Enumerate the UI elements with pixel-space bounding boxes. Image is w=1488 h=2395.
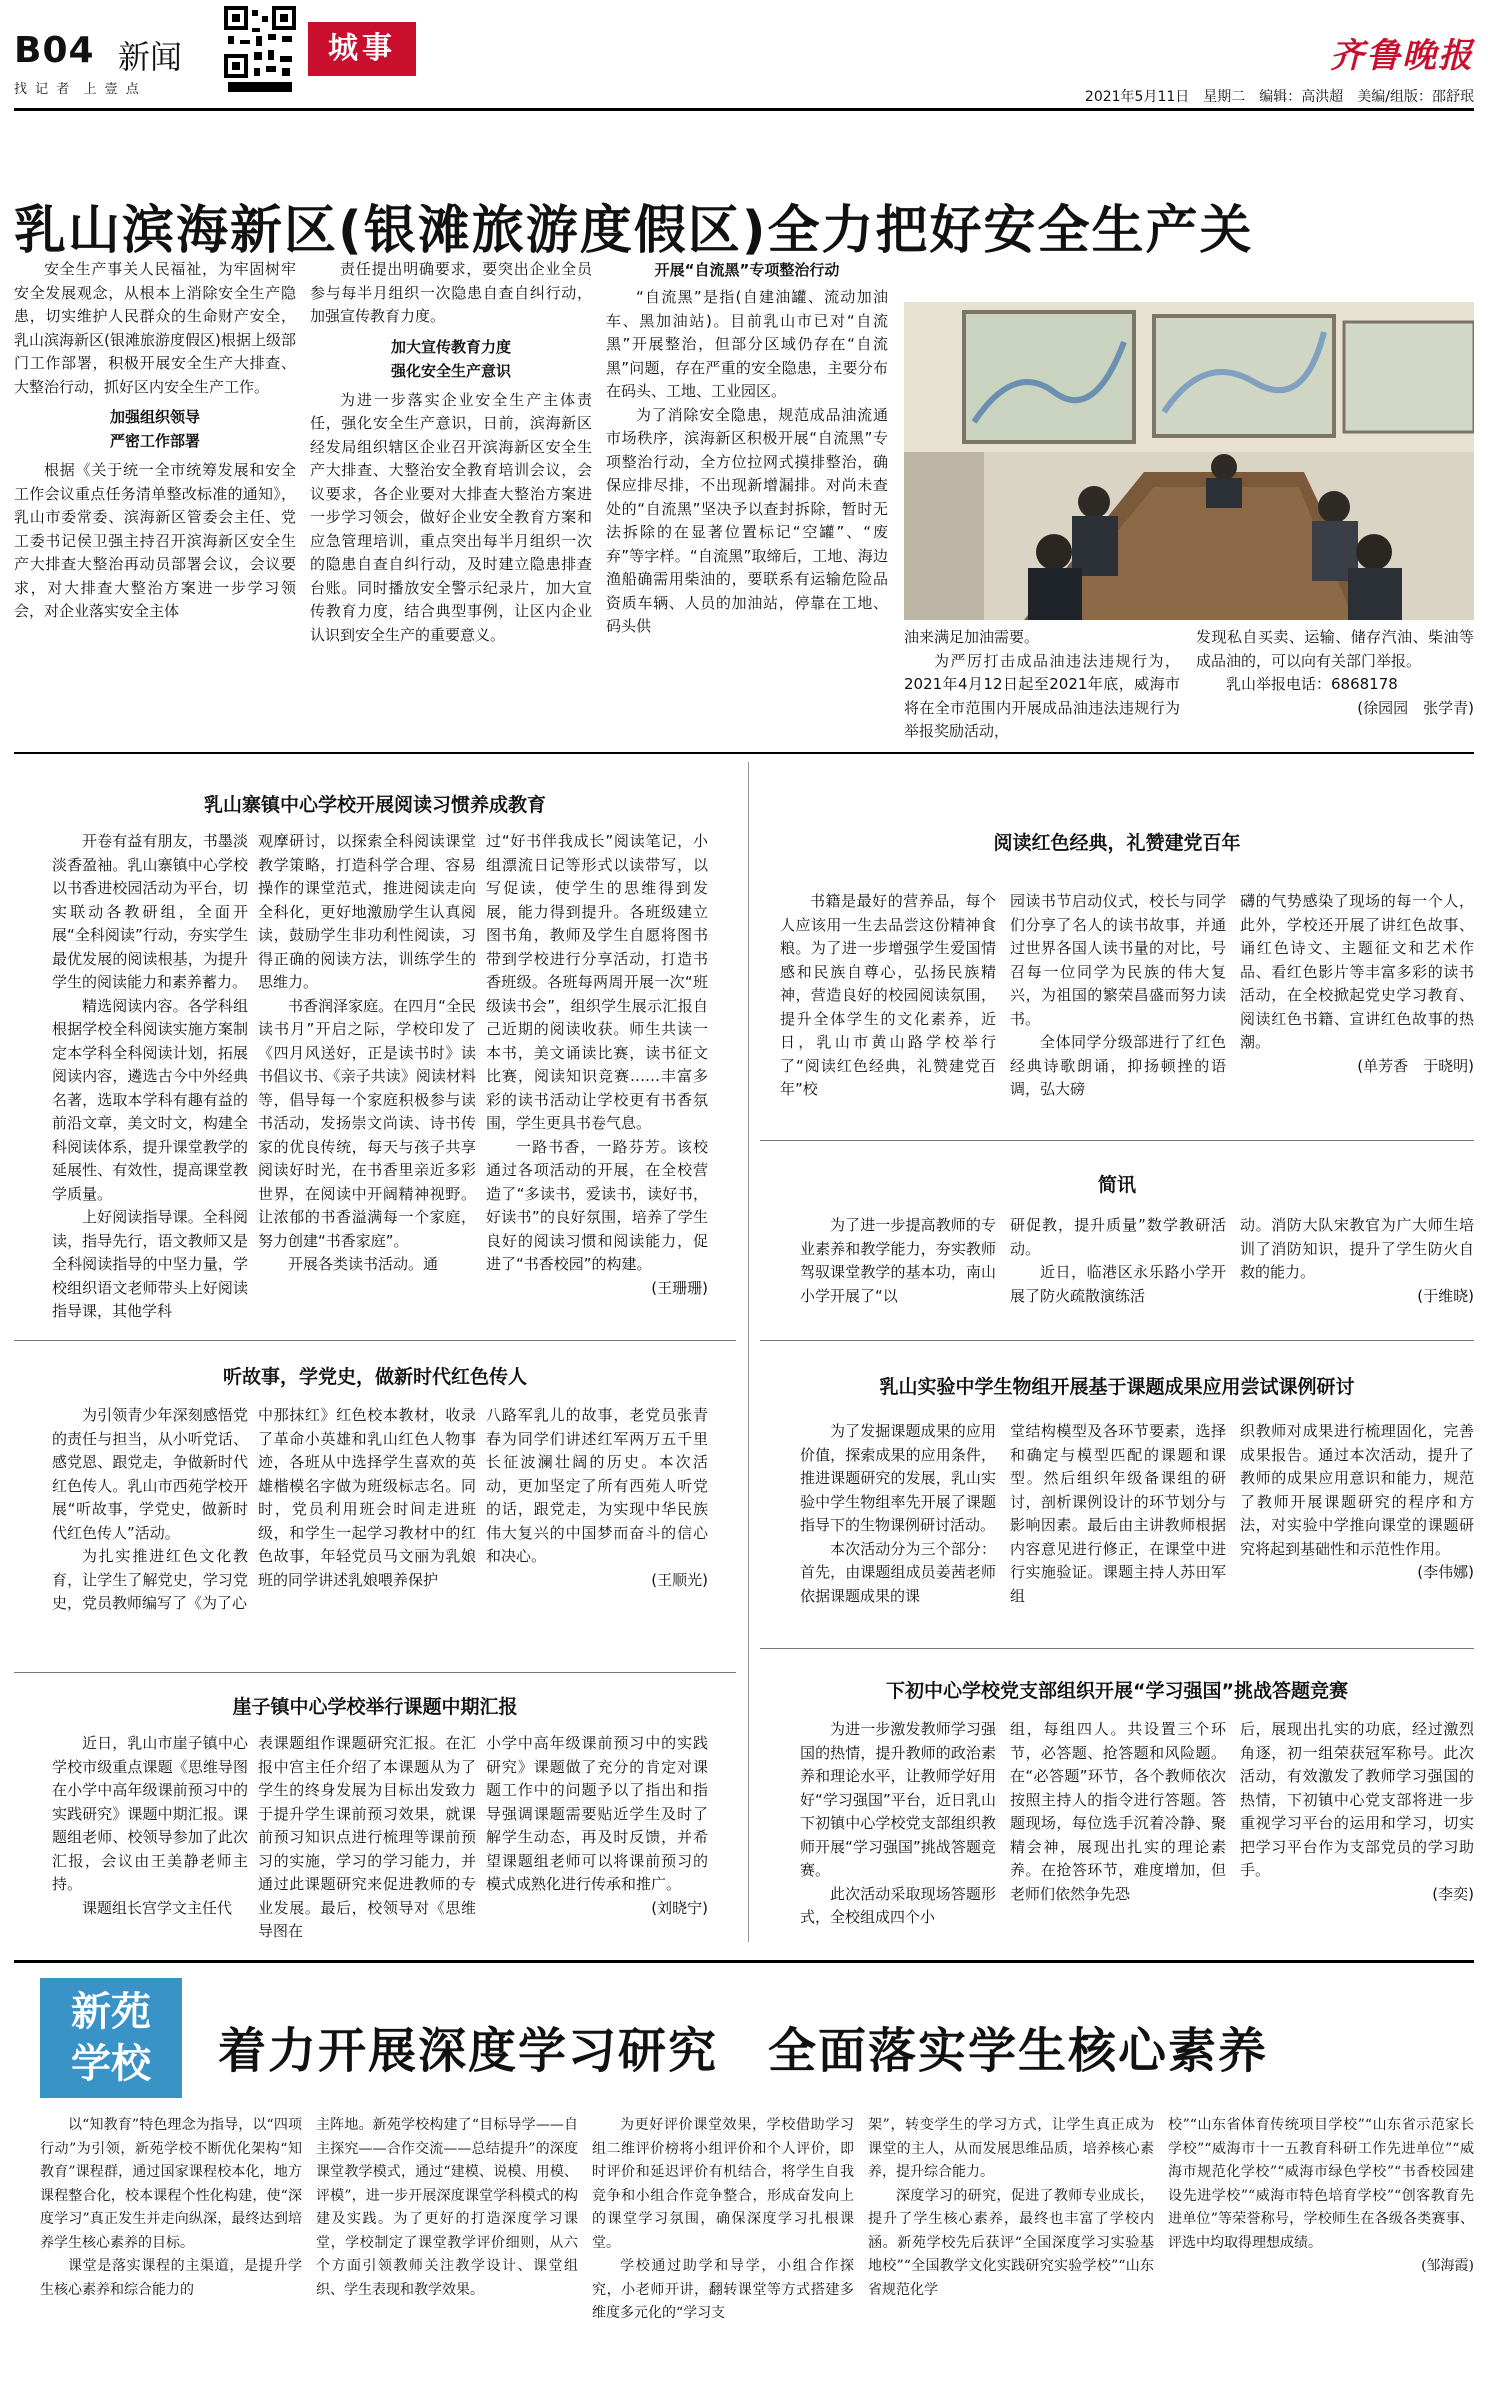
lead-col2-p1: 责任提出明确要求，要突出企业全员参与每半月组织一次隐患自查自纠行动，加强宣传教育力度。 bbox=[310, 260, 592, 325]
a2-col-1 bbox=[52, 1404, 248, 1662]
b1-col-3 bbox=[1240, 890, 1474, 1112]
a1-col-2 bbox=[258, 830, 476, 1328]
feature-col-5 bbox=[1168, 2114, 1474, 2384]
b1-col-1 bbox=[780, 890, 996, 1112]
b4-col-2 bbox=[1010, 1718, 1226, 1942]
lead-col-1 bbox=[14, 258, 296, 740]
a1-c1c: 上好阅读指导课。全科阅读，指导先行，语文教师又是全科阅读指导的中坚力量，学校组织语文老师带头上好阅读指导课，其他学科 bbox=[52, 1208, 248, 1320]
lead-subhead-1a: 加强组织领导 bbox=[109, 408, 200, 426]
lead-bottom-b: 为严厉打击成品油违法违规行为，2021年4月12日起至2021年底，威海市将在全市范围内开展成品油违法违规行为举报奖励活动， bbox=[904, 651, 1180, 740]
feature-c1b: 课堂是落实课程的主渠道，是提升学生核心素养和综合能力的 bbox=[40, 2258, 302, 2298]
lead-subhead-1b: 严密工作部署 bbox=[109, 432, 200, 450]
b2-c2: 研促教，提升质量”数学教研活动。 bbox=[1010, 1216, 1226, 1258]
article-a2-title: 听故事，学党史，做新时代红色传人 bbox=[222, 1366, 527, 1388]
lead-bottom-c: 发现私自买卖、运输、储存汽油、柴油等成品油的，可以向有关部门举报。 bbox=[1196, 628, 1474, 670]
b1-author: (单芳香 于晓明) bbox=[1357, 1056, 1474, 1075]
feature-top-rule bbox=[14, 1960, 1474, 1963]
page-number: B04 bbox=[14, 30, 95, 71]
article-a1-title: 乳山寨镇中心学校开展阅读习惯养成教育 bbox=[203, 794, 546, 816]
b4-c3: 后，展现出扎实的功底，经过激烈角逐，初一组荣获冠军称号。此次活动，有效激发了教师学习强国的热情，下初镇中心党支部将进一步重视学习平台的运用和学习，切实把学习平台作为支部党员的学习助手。 bbox=[1240, 1720, 1474, 1879]
lead-col-2 bbox=[310, 258, 592, 740]
feature-c1: 以“知教育”特色理念为指导，以“四项行动”为引领，新苑学校不断优化架构“知教育”课程群，通过国家课程校本化，地方课程整合化，校本课程个性化构建，使“深度学习”真正发生并走向纵深，最终达到培养学生核心素养的目标。 bbox=[40, 2117, 302, 2251]
b2-c1: 为了进一步提高教师的专业素养和教学能力，夯实教师驾驭课堂教学的基本功，南山小学开展了“以 bbox=[800, 1216, 996, 1305]
lead-author: (徐园园 张学青) bbox=[1357, 698, 1474, 717]
b3-author: (李伟娜) bbox=[1417, 1563, 1474, 1581]
b2-col-1 bbox=[800, 1214, 996, 1324]
lead-bottom-col-a bbox=[904, 626, 1180, 740]
lead-bottom-col-b bbox=[1196, 626, 1474, 740]
lead-col1-p1: 安全生产事关人民福祉，为牢固树牢安全发展观念，从根本上消除安全生产隐患，切实维护人民群众的生命财产安全，乳山滨海新区(银滩旅游度假区)根据上级部门工作部署，积极开展安全生产大排查、大整治行动，抓好区内安全生产工作。 bbox=[14, 260, 296, 396]
b3-col-2 bbox=[1010, 1420, 1226, 1632]
feature-col-3 bbox=[592, 2114, 854, 2384]
b1-col-2 bbox=[1010, 890, 1226, 1112]
lead-col1-p2: 根据《关于统一全市统筹发展和安全工作会议重点任务清单整改标准的通知》，乳山市委常委、滨海新区管委会主任、党工委书记侯卫强主持召开滨海新区安全生产大排查大整治再动员部署会议，会议要求，对大排查大整治方案进一步学习领会，对企业落实安全主体 bbox=[14, 461, 296, 620]
a2-col-3 bbox=[486, 1404, 708, 1662]
b1-c3: 礴的气势感染了现场的每一个人，此外，学校还开展了讲红色故事、诵红色诗文、主题征文和艺术作品、看红色影片等丰富多彩的读书活动，在全校掀起党史学习教育、阅读红色书籍、宣讲红色故事的热潮。 bbox=[1240, 892, 1474, 1051]
b3-c1: 为了发掘课题成果的应用价值，探索成果的应用条件，推进课题研究的发展，乳山实验中学生物组率先开展了课题指导下的生物课例研讨活动。 bbox=[800, 1422, 996, 1534]
lead-tel: 乳山举报电话：6868178 bbox=[1226, 675, 1398, 693]
a1-c2b: 书香润泽家庭。在四月“全民读书月”开启之际，学校印发了《四月风送好，正是读书时》读书倡议书、《亲子共读》阅读材料等，倡导每一个家庭积极参与读书活动，发扬崇文尚读、诗书传家的优良传统，每天与孩子共享阅读好时光，在书香里亲近多彩世界，在阅读中开阔精神视野。让浓郁的书香溢满每一个家庭，努力创建“书香家庭”。 bbox=[258, 996, 476, 1250]
lead-col-3 bbox=[606, 258, 888, 740]
lead-subhead-3: 开展“自流黑”专项整治行动 bbox=[654, 261, 840, 279]
a3-c1b: 课题组长宫学文主任代 bbox=[82, 1898, 233, 1917]
b3-c1b: 本次活动分为三个部分：首先，由课题组成员姜茜老师依据课题成果的课 bbox=[800, 1539, 996, 1605]
b4-col-3 bbox=[1240, 1718, 1474, 1942]
article-b1-title: 阅读红色经典，礼赞建党百年 bbox=[993, 832, 1241, 854]
lead-bottom-a: 油来满足加油需要。 bbox=[904, 628, 1040, 646]
feature-c2: 主阵地。新苑学校构建了“目标导学——自主探究——合作交流——总结提升”的深度课堂教学模式，通过“建模、说模、用模、评模”，进一步开展深度课堂学科模式的构建及实践。为了更好的打造深度学习课堂，学校制定了课堂教学评价细则，从六个方面引领教师关注教学设计、课堂组织、学生表现和教学效果。 bbox=[316, 2117, 578, 2298]
article-b2-title: 简讯 bbox=[1097, 1174, 1136, 1196]
b3-col-1 bbox=[800, 1420, 996, 1632]
b3-bottom-rule bbox=[760, 1648, 1474, 1649]
b2-col-3 bbox=[1240, 1214, 1474, 1324]
section-tag: 城事 bbox=[308, 22, 416, 76]
a1-col-1 bbox=[52, 830, 248, 1328]
b4-author: (李奕) bbox=[1432, 1884, 1474, 1903]
feature-col-1 bbox=[40, 2114, 302, 2384]
b3-c3: 织教师对成果进行梳理固化，完善成果报告。通过本次活动，提升了教师的成果应用意识和能力，规范了教师开展课题研究的程序和方法，对实验中学推向课堂的课题研究将起到基础性和示范性作用。 bbox=[1240, 1422, 1474, 1558]
feature-col-4 bbox=[868, 2114, 1154, 2384]
a1-col-3 bbox=[486, 830, 708, 1328]
lead-col3-p2: 为了消除安全隐患，规范成品油流通市场秩序，滨海新区积极开展“自流黑”专项整治行动，全方位拉网式摸排整治，确保应排尽排，不出现新增漏排。对尚未查处的“自流黑”坚决予以查封拆除，暂时无法拆除的在显著位置标记“空罐”、“废弃”等字样。“自流黑”取缔后，工地、海边渔船确需用柴油的，要联系有运输危险品资质车辆、人员的加油站，停靠在工地、码头供 bbox=[606, 405, 888, 635]
b2-author: (于维晓) bbox=[1417, 1286, 1474, 1305]
b1-c2: 园读书节启动仪式，校长与同学们分享了名人的读书故事，并通过世界各国人读书量的对比，号召每一位同学为民族的伟大复兴，为祖国的繁荣昌盛而努力读书。 bbox=[1010, 892, 1226, 1028]
a1-author: (王珊珊) bbox=[651, 1278, 708, 1297]
a1-c1: 开卷有益有朋友，书墨淡淡香盈袖。乳山寨镇中心学校以书香进校园活动为平台，切实联动各教研组，全面开展“全科阅读”行动，夯实学生最优发展的阅读根基，为提升学生的阅读能力和素养蓄力。 bbox=[52, 832, 248, 991]
masthead bbox=[0, 0, 1488, 112]
a3-col-1 bbox=[52, 1732, 248, 1944]
feature-author: (邹海霞) bbox=[1421, 2258, 1474, 2274]
section-name: 新闻 bbox=[118, 38, 183, 76]
a1-c1b: 精选阅读内容。各学科组根据学校全科阅读实施方案制定本学科全科阅读计划，拓展阅读内容，遴选古今中外经典名著，选取本学科有趣有益的前沿文章，美文时文，构建全科阅读体系，提升课堂教学的延展性、有效性，提高课堂教学质量。 bbox=[52, 996, 248, 1203]
b1-c2b: 全体同学分级部进行了红色经典诗歌朗诵，抑扬顿挫的语调，弘大磅 bbox=[1010, 1033, 1226, 1098]
a2-c1b: 为扎实推进红色文化教育，让学生了解党史，学习党史，党员教师编写了《为了心 bbox=[52, 1547, 248, 1612]
a3-col-2 bbox=[258, 1732, 476, 1944]
lead-col2-p2: 为进一步落实企业安全生产主体责任，强化安全生产意识，日前，滨海新区经发局组织辖区企业召开滨海新区安全生产大排查、大整治安全教育培训会议，会议要求，各企业要对大排查大整治方案进一步学习领会，做好企业安全教育方案和应急管理培训，重点突出每半月组织一次的隐患自查自纠行动，及时建立隐患排查台账。同时播放安全警示纪录片，加大宣传教育力度，结合典型事例，让区内企业认识到安全生产的重要意义。 bbox=[310, 390, 592, 644]
section-sub: 找 记 者 上 壹 点 bbox=[14, 82, 141, 97]
date-editor-line: 2021年5月11日 星期二 编辑：高洪超 美编/组版：邵舒珉 bbox=[1084, 89, 1474, 105]
a2-col-2 bbox=[258, 1404, 476, 1662]
masthead-rule bbox=[14, 108, 1474, 111]
qr-code-icon bbox=[224, 6, 296, 96]
a2-c3: 八路军乳儿的故事，老党员张青春为同学们讲述红军两万五千里长征波澜壮阔的历史。本次活动，更加坚定了所有西苑人听党的话，跟党走，为实现中华民族伟大复兴的中国梦而奋斗的信心和决心。 bbox=[486, 1406, 708, 1565]
b2-c3: 动。消防大队宋教官为广大师生培训了消防知识，提升了学生防火自救的能力。 bbox=[1240, 1216, 1474, 1281]
b3-c2: 堂结构模型及各环节要素，选择和确定与模型匹配的课题和课型。然后组织年级备课组的研讨，剖析课例设计的环节划分与影响因素。最后由主讲教师根据内容意见进行修正，在课堂中进行实施验证。课题主持人苏田军组 bbox=[1010, 1422, 1226, 1605]
lead-subhead-2b: 强化安全生产意识 bbox=[390, 361, 511, 380]
b2-c2b: 近日，临港区永乐路小学开展了防火疏散演练活 bbox=[1010, 1263, 1226, 1305]
b1-c1: 书籍是最好的营养品，每个人应该用一生去品尝这份精神食粮。为了进一步增强学生爱国情感和民族自尊心，弘扬民族精神，营造良好的校园阅读氛围，提升全体学生的文化素养，近日，乳山市黄山路学校举行了“阅读红色经典，礼赞建党百年”校 bbox=[780, 892, 996, 1098]
a1-bottom-rule bbox=[14, 1340, 736, 1341]
feature-c5: 校”“山东省体育传统项目学校”“山东省示范家长学校”“威海市十一五教育科研工作先进单位”“威海市规范化学校”“威海市绿色学校”“书香校园建设先进学校”“威海市特色培育学校”“创客教育先进单位”等荣誉称号，学校师生在各级各类赛事、评选中均取得理想成绩。 bbox=[1168, 2117, 1474, 2251]
a1-c2: 观摩研讨，以探索全科阅读课堂教学策略，打造科学合理、容易操作的课堂范式，推进阅读走向全科化，更好地激励学生认真阅读，鼓励学生非功利性阅读，习得正确的阅读方法，训练学生的思维力。 bbox=[258, 832, 476, 991]
feature-tag-line2: 学校 bbox=[71, 2041, 151, 2087]
feature-headline: 着力开展深度学习研究 全面落实学生核心素养 bbox=[218, 2023, 1269, 2079]
vertical-divider bbox=[748, 762, 749, 1942]
lead-subhead-2a: 加大宣传教育力度 bbox=[390, 337, 511, 356]
a2-author: (王顺光) bbox=[651, 1570, 708, 1589]
a1-c3b: 一路书香，一路芬芳。该校通过各项活动的开展，在全校营造了“多读书，爱读书，读好书，好读书”的良好氛围，培养了学生良好的阅读习惯和阅读能力，促进了“书香校园”的构建。 bbox=[486, 1137, 708, 1273]
b1-bottom-rule bbox=[760, 1140, 1474, 1141]
a3-c1: 近日，乳山市崖子镇中心学校市级重点课题《思维导图在小学中高年级课前预习中的实践研究》课题中期汇报。课题组老师、校领导参加了此次汇报，会议由王美静老师主持。 bbox=[52, 1734, 248, 1893]
feature-c3b: 学校通过助学和导学，小组合作探究，小老师开讲，翻转课堂等方式搭建多维度多元化的“学习支 bbox=[592, 2258, 854, 2321]
a3-c2: 表课题组作课题研究汇报。在汇报中宫主任介绍了本课题从为了学生的终身发展为目标出发致力于提升学生课前预习效果，就课前预习知识点进行梳理等课前预习的实施，学习的学习能力，并通过此课题研究来促进教师的专业发展。最后，校领导对《思维导图在 bbox=[258, 1734, 476, 1940]
b2-col-2 bbox=[1010, 1214, 1226, 1324]
b4-c2: 组，每组四人。共设置三个环节，必答题、抢答题和风险题。在“必答题”环节，各个教师依次按照主持人的指令进行答题。答题现场，每位选手沉着冷静、聚精会神，展现出扎实的理论素养。在抢答环节，难度增加，但老师们依然争先恐 bbox=[1010, 1720, 1226, 1903]
a2-c1: 为引领青少年深刻感悟党的责任与担当，从小听党话、感党恩、跟党走，争做新时代红色传人。乳山市西苑学校开展“听故事，学党史，做新时代红色传人”活动。 bbox=[52, 1406, 248, 1542]
article-b3-title: 乳山实验中学生物组开展基于课题成果应用尝试课例研讨 bbox=[879, 1376, 1355, 1398]
a2-c2: 中那抹红》红色校本教材，收录了革命小英雄和乳山红色人物事迹，各班从中选择学生喜欢的英雄楷模名字做为班级标志名。同时，党员利用班会时间走进班级，和学生一起学习教材中的红色故事，年轻党员马文丽为乳娘班的同学讲述乳娘喂养保护 bbox=[258, 1406, 476, 1589]
feature-col-2 bbox=[316, 2114, 578, 2384]
a3-c3: 小学中高年级课前预习中的实践研究》课题做了充分的肯定对课题工作中的问题予以了指出和指导强调课题需要贴近学生及时了解学生动态，再及时反馈，并希望课题组老师可以将课前预习的模式成熟化进行传承和推广。 bbox=[486, 1734, 708, 1893]
brand-logo: 齐鲁晚报 bbox=[1330, 36, 1474, 76]
b2-bottom-rule bbox=[760, 1340, 1474, 1341]
meeting-photo bbox=[904, 302, 1474, 620]
a3-author: (刘晓宁) bbox=[651, 1898, 708, 1917]
lead-col3-p1: “自流黑”是指(自建油罐、流动加油车、黑加油站)。目前乳山市已对“自流黑”开展整治，但部分区域仍存在“自流黑”问题，存在严重的安全隐患，主要分布在码头、工地、工业园区。 bbox=[606, 288, 888, 400]
feature-c3: 为更好评价课堂效果，学校借助学习组二维评价榜将小组评价和个人评价，即时评价和延迟评价有机结合，将学生自我竞争和小组合作竞争整合，形成奋发向上的课堂学习氛围，确保深度学习扎根课堂。 bbox=[592, 2117, 854, 2251]
feature-tag bbox=[40, 1978, 182, 2098]
feature-tag-line1: 新苑 bbox=[71, 1989, 151, 2035]
article-b4-title: 下初中心学校党支部组织开展“学习强国”挑战答题竞赛 bbox=[886, 1680, 1348, 1702]
feature-c4b: 深度学习的研究，促进了教师专业成长，提升了学生核心素养，最终也丰富了学校内涵。新苑学校先后获评“全国深度学习实验基地校”“全国教学文化实践研究实验学校”“山东省规范化学 bbox=[868, 2187, 1154, 2298]
a3-col-3 bbox=[486, 1732, 708, 1944]
a2-bottom-rule bbox=[14, 1672, 736, 1673]
b4-c1: 为进一步激发教师学习强国的热情，提升教师的政治素养和理论水平，让教师学好用好“学习强国”平台，近日乳山下初镇中心学校党支部组织教师开展“学习强国”挑战答题竞赛。 bbox=[800, 1720, 996, 1879]
a1-c2c: 开展各类读书活动。通 bbox=[288, 1255, 439, 1273]
b3-col-3 bbox=[1240, 1420, 1474, 1632]
lead-headline: 乳山滨海新区(银滩旅游度假区)全力把好安全生产关 bbox=[14, 201, 1254, 261]
lead-bottom-rule bbox=[14, 752, 1474, 754]
feature-c4: 架”，转变学生的学习方式，让学生真正成为课堂的主人，从而发展思维品质，培养核心素养，提升综合能力。 bbox=[868, 2117, 1154, 2180]
article-a3-title: 崖子镇中心学校举行课题中期汇报 bbox=[232, 1696, 518, 1718]
b4-col-1 bbox=[800, 1718, 996, 1942]
b4-c1b: 此次活动采取现场答题形式，全校组成四个小 bbox=[800, 1884, 996, 1926]
a1-c3: 过“好书伴我成长”阅读笔记，小组漂流日记等形式以读带写，以写促读，使学生的思维得到发展，能力得到提升。各班级建立图书角，教师及学生自愿将图书带到学校进行分享活动，打造书香班级。各班每两周开展一次“班级读书会”，组织学生展示汇报自己近期的阅读收获。师生共读一本书，美文诵读比赛，读书征文比赛，阅读知识竞赛……丰富多彩的读书活动让学校更有书香氛围，学生更具书卷气息。 bbox=[486, 832, 708, 1132]
